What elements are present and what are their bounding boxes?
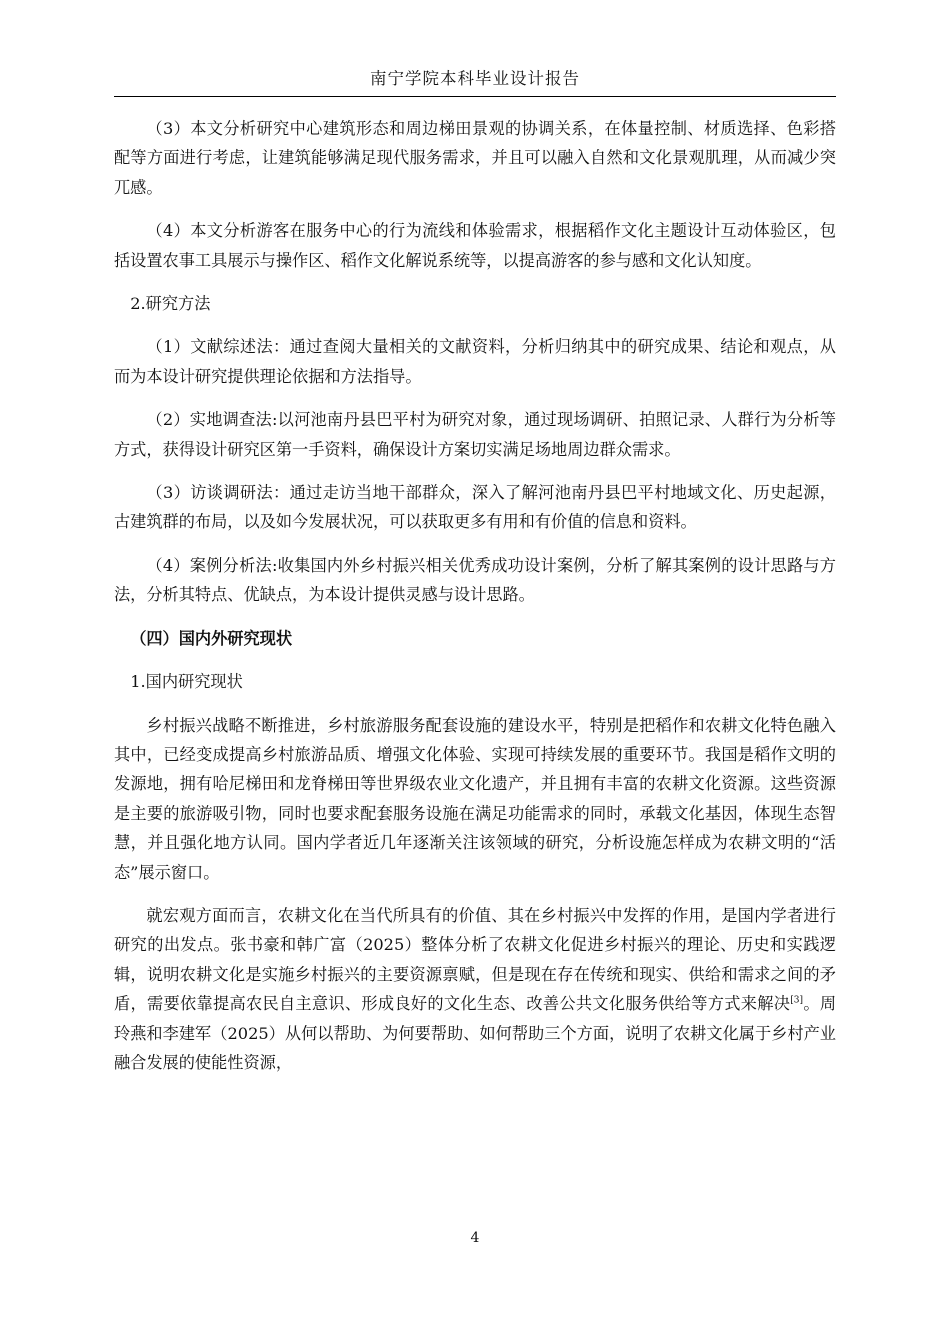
paragraph-objective-4: （4）本文分析游客在服务中心的行为流线和体验需求，根据稻作文化主题设计互动体验区，包括设置农事工具展示与操作区、稻作文化解说系统等，以提高游客的参与感和文化认知度。 [114, 221, 836, 270]
citation-reference: [3] [790, 995, 804, 1006]
paragraph-domestic-1: 乡村振兴战略不断推进，乡村旅游服务配套设施的建设水平，特别是把稻作和农耕文化特色融入其中，已经变成提高乡村旅游品质、增强文化体验、实现可持续发展的重要环节。我国是稻作文明的发源地，拥有哈尼梯田和龙脊梯田等世界级农业文化遗产，并且拥有丰富的农耕文化资源。这些资源是主要的旅游吸引物，同时也要求配套服务设施在满足功能需求的同时，承载文化基因，体现生态智慧，并且强化地方认同。国内学者近几年逐渐关注该领域的研究，分析设施怎样成为农耕文明的“活态”展示窗口。 [114, 715, 836, 882]
page-header [114, 62, 836, 97]
paragraph-domestic-2 [114, 901, 836, 1077]
heading-research-methods: 2.研究方法 [130, 294, 211, 314]
paragraph-method-1: （1）文献综述法：通过查阅大量相关的文献资料，分析归纳其中的研究成果、结论和观点，从而为本设计研究提供理论依据和方法指导。 [114, 337, 836, 386]
paragraph-text-before-citation: 就宏观方面而言，农耕文化在当代所具有的价值、其在乡村振兴中发挥的作用，是国内学者进行研究的出发点。张书豪和韩广富（2025）整体分析了农耕文化促进乡村振兴的理论、历史和实践逻辑，说明农耕文化是实施乡村振兴的主要资源禀赋，但是现在存在传统和现实、供给和需求之间的矛盾，需要依靠提高农民自主意识、形成良好的文化生态、改善公共文化服务供给等方式来解决 [114, 905, 836, 1014]
paragraph-method-4: （4）案例分析法:收集国内外乡村振兴相关优秀成功设计案例，分析了解其案例的设计思路与方法，分析其特点、优缺点，为本设计提供灵感与设计思路。 [114, 555, 836, 605]
page-number: 4 [470, 1230, 480, 1246]
paragraph-method-2: （2）实地调查法:以河池南丹县巴平村为研究对象，通过现场调研、拍照记录、人群行为分析等方式，获得设计研究区第一手资料，确保设计方案切实满足场地周边群众需求。 [114, 410, 836, 459]
paragraph-objective-3: （3）本文分析研究中心建筑形态和周边梯田景观的协调关系，在体量控制、材质选择、色彩搭配等方面进行考虑，让建筑能够满足现代服务需求，并且可以融入自然和文化景观肌理，从而减少突兀感。 [114, 119, 836, 197]
body-content [114, 114, 836, 1091]
paragraph-method-3: （3）访谈调研法：通过走访当地干部群众，深入了解河池南丹县巴平村地域文化、历史起源，古建筑群的布局，以及如今发展状况，可以获取更多有用和有价值的信息和资料。 [114, 483, 836, 532]
header-title: 南宁学院本科毕业设计报告 [370, 69, 580, 88]
paragraph-text-after-citation: 。周玲燕和李建军（2025）从何以帮助、为何要帮助、如何帮助三个方面，说明了农耕文化属于乡村产业融合发展的使能性资源， [114, 994, 837, 1072]
heading-domestic-status: 1.国内研究现状 [130, 672, 243, 692]
section-heading-research-status: （四）国内外研究现状 [130, 628, 293, 648]
